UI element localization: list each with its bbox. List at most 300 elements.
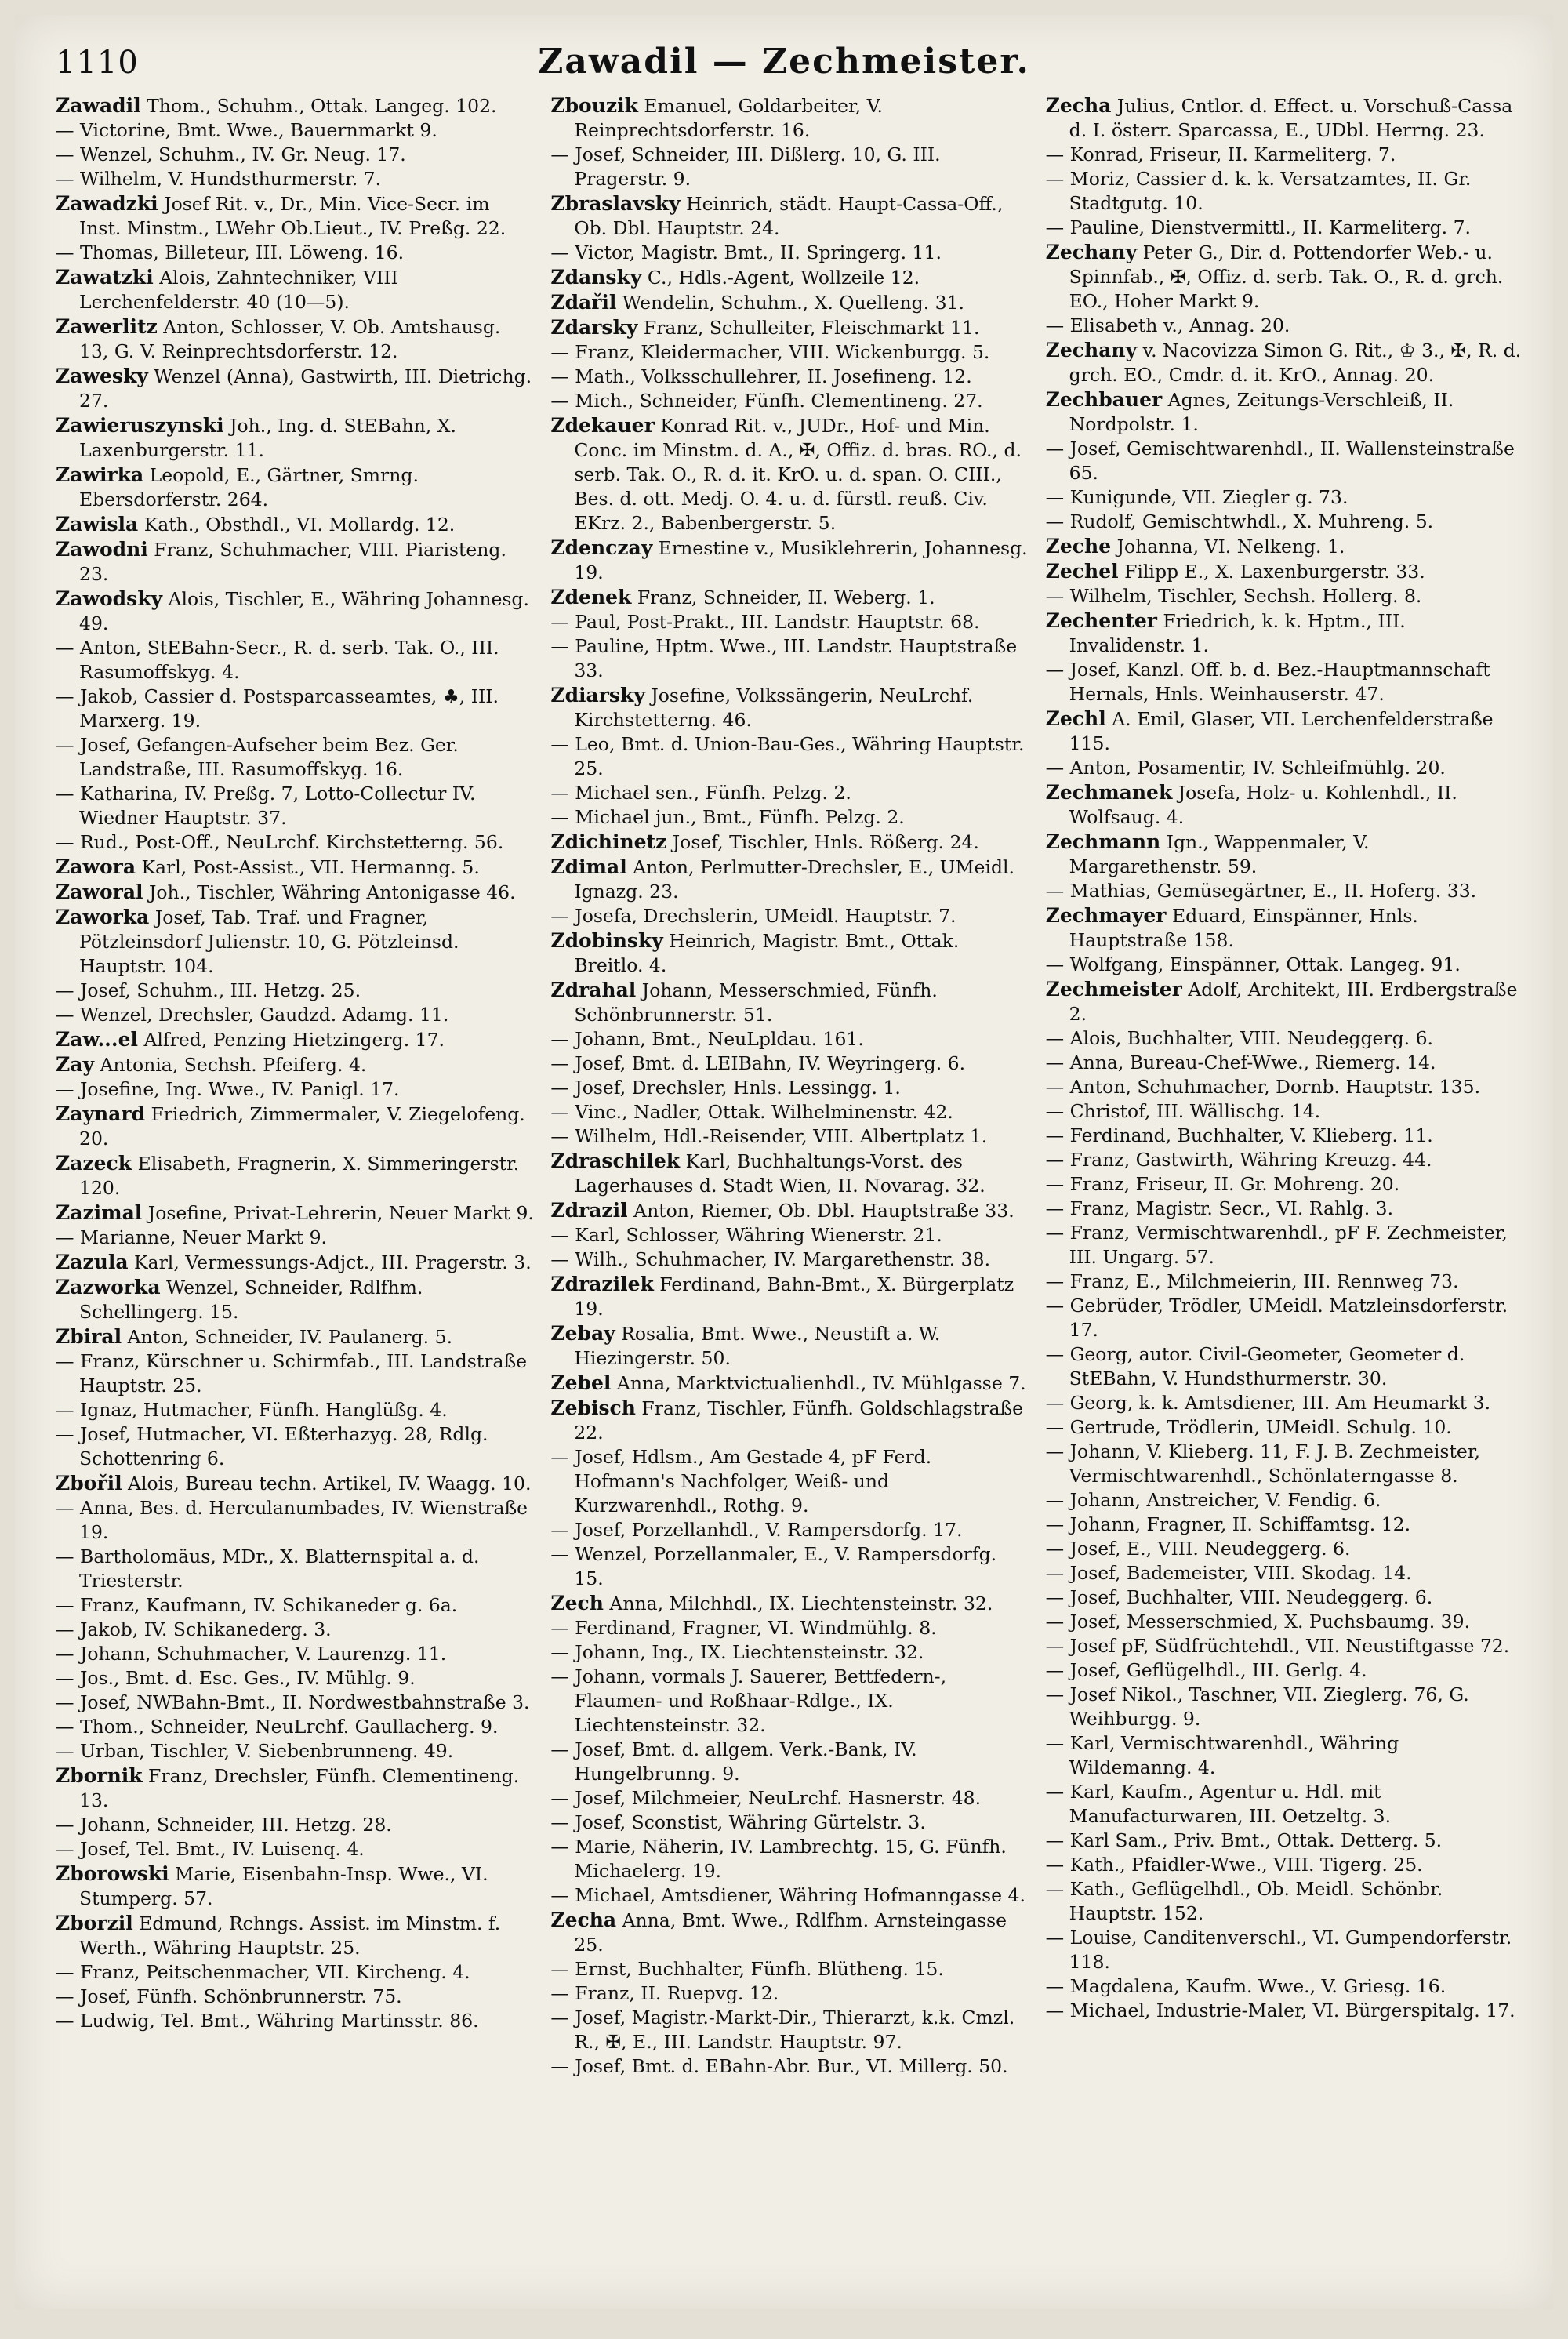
entry-surname: Zdiarsky [550,684,645,706]
entry-details: — Anton, Posamentir, IV. Schleifmühlg. 20. [1045,757,1446,779]
directory-entry [550,93,1029,143]
directory-column-1 [56,93,535,2289]
directory-entry [550,978,1029,1027]
directory-entry [56,241,535,265]
directory-entry [56,1739,535,1763]
directory-entry [56,1250,535,1275]
entry-details: — Johann, Bmt., NeuLpldau. 161. [550,1028,864,1050]
entry-details: Anna, Bmt. Wwe., Rdlfhm. Arnsteingasse 25. [574,1909,1007,1956]
directory-entry [56,2009,535,2033]
entry-details: Franz, Schulleiter, Fleischmarkt 11. [637,317,980,339]
directory-entry [1046,1537,1525,1561]
directory-entry [56,364,535,413]
entry-details: Rosalia, Bmt. Wwe., Neustift a. W. Hiezingerstr. 50. [574,1323,941,1369]
entry-details: Wenzel, Schneider, Rdlfhm. Schellingerg. 15. [79,1277,423,1323]
entry-details: Adolf, Architekt, III. Erdbergstraße 2. [1069,979,1518,1025]
entry-details: Heinrich, städt. Haupt-Cassa-Off., Ob. Dbl. Hauptstr. 24. [574,193,1004,239]
entry-details: — Alois, Buchhalter, VIII. Neudeggerg. 6. [1045,1027,1434,1049]
entry-surname: Zbiral [56,1325,122,1348]
directory-entry [56,685,535,733]
entry-details: — Georg, autor. Civil-Geometer, Geometer d. StEBahn, V. Hundsthurmerstr. 30. [1045,1343,1465,1389]
directory-entry [1046,338,1525,387]
entry-details: — Josef, Porzellanhdl., V. Rampersdorfg. 17. [550,1519,963,1541]
directory-entry [1046,1026,1525,1051]
directory-entry [550,1616,1029,1640]
entry-details: v. Nacovizza Simon G. Rit., ♔ 3., ✠, R. d. grch. EO., Cmdr. d. it. KrO., Annag. 20. [1069,340,1522,386]
entry-details: — Wilhelm, V. Hundsthurmerstr. 7. [56,168,382,190]
entry-details: — Josef, Messerschmied, X. Puchsbaumg. 39. [1045,1611,1471,1633]
entry-details: Filipp E., X. Laxenburgerstr. 33. [1118,561,1425,583]
directory-entry [56,1960,535,1985]
entry-details: — Rudolf, Gemischtwhdl., X. Muhreng. 5. [1045,510,1434,532]
directory-entry [56,1763,535,1813]
entry-details: — Ferdinand, Buchhalter, V. Klieberg. 11. [1045,1124,1433,1146]
directory-entry [56,1911,535,1960]
entry-details: — Karl, Vermischtwarenhdl., Währing Wildemanng. 4. [1045,1732,1399,1778]
directory-entry [1046,1391,1525,1415]
entry-details: — Johann, Schuhmacher, V. Laurenzg. 11. [56,1643,447,1665]
directory-entry [1046,167,1525,216]
directory-entry [1046,1294,1525,1342]
directory-entry [1046,1829,1525,1853]
directory-entry [1046,953,1525,977]
entry-surname: Zazimal [56,1201,143,1224]
directory-entry [550,1248,1029,1272]
entry-surname: Zawodni [56,538,148,561]
entry-surname: Zechel [1045,560,1119,583]
directory-entry [550,1908,1029,1957]
entry-details: — Victorine, Bmt. Wwe., Bauernmarkt 9. [56,119,437,141]
entry-details: — Josef, Hdlsm., Am Gestade 4, pF Ferd. Hofmann's Nachfolger, Weiß- und Kurzwarenhdl., Rothg. 9. [550,1446,932,1516]
entry-details: — Victor, Magistr. Bmt., II. Springerg. 11. [550,242,942,263]
entry-surname: Zawesky [56,365,148,387]
entry-details: — Anna, Bureau-Chef-Wwe., Riemerg. 14. [1045,1051,1436,1073]
entry-surname: Zazula [56,1251,129,1273]
entry-surname: Zawadzki [56,192,158,215]
entry-details: — Thomas, Billeteur, III. Löweng. 16. [56,242,405,263]
directory-entry [1046,216,1525,240]
entry-details: Leopold, E., Gärtner, Smrng. Ebersdorferstr. 264. [79,464,419,510]
directory-entry [56,1102,535,1151]
directory-entry [1046,1877,1525,1926]
entry-details: — Josef, E., VIII. Neudeggerg. 6. [1045,1538,1351,1560]
entry-surname: Zaworka [56,906,150,928]
entry-details: Anton, Riemer, Ob. Dbl. Hauptstraße 33. [627,1200,1014,1222]
entry-details: Anton, Perlmutter-Drechsler, E., UMeidl. Ignazg. 23. [574,856,1014,903]
entry-surname: Zbouzik [550,94,638,117]
directory-entry [1046,1197,1525,1221]
entry-details: Josef Rit. v., Dr., Min. Vice-Secr. im Inst. Minstm., LWehr Ob.Lieut., IV. Preßg. 22. [79,193,506,239]
entry-surname: Zaynard [56,1102,146,1125]
entry-details: — Josef Nikol., Taschner, VII. Zieglerg. 76, G. Weihburgg. 9. [1045,1683,1469,1730]
entry-details: — Karl, Kaufm., Agentur u. Hdl. mit Manufacturwaren, III. Oetzeltg. 3. [1045,1781,1392,1827]
entry-details: — Mathias, Gemüsegärtner, E., II. Hoferg. 33. [1045,880,1477,902]
entry-details: Alfred, Penzing Hietzingerg. 17. [137,1029,445,1051]
directory-entry [1046,1853,1525,1877]
directory-entry [56,191,535,241]
directory-entry [550,1371,1029,1396]
entry-details: Edmund, Rchngs. Assist. im Minstm. f. Werth., Währing Hauptstr. 25. [79,1912,501,1959]
entry-details: — Pauline, Dienstvermittl., II. Karmeliterg. 7. [1045,216,1471,238]
entry-details: Alois, Bureau techn. Artikel, IV. Waagg. 10. [122,1473,532,1495]
entry-details: Alois, Zahntechniker, VIII Lerchenfelderstr. 40 (10—5). [79,267,398,313]
directory-entry [550,2054,1029,2079]
entry-surname: Zawodsky [56,587,163,610]
entry-details: — Jos., Bmt. d. Esc. Ges., IV. Mühlg. 9. [56,1667,416,1689]
directory-page [15,15,1553,2309]
entry-surname: Zdekauer [550,414,655,437]
directory-entry [550,1100,1029,1124]
entry-details: — Josef, Bmt. d. EBahn-Abr. Bur., VI. Millerg. 50. [550,2055,1008,2077]
entry-details: — Franz, Peitschenmacher, VII. Kircheng. 4. [56,1961,470,1983]
entry-details: — Anna, Bes. d. Herculanumbades, IV. Wienstraße 19. [56,1497,528,1543]
entry-details: — Kunigunde, VII. Ziegler g. 73. [1045,486,1348,508]
entry-details: — Anton, Schuhmacher, Dornb. Hauptstr. 135. [1045,1076,1481,1098]
directory-entry [550,2006,1029,2054]
entry-details: — Wilh., Schuhmacher, IV. Margarethenstr. 38. [550,1248,991,1270]
entry-details: — Josef, Sconstist, Währing Gürtelstr. 3. [550,1811,926,1833]
entry-details: — Wolfgang, Einspänner, Ottak. Langeg. 91. [1045,953,1461,975]
directory-entry [1046,314,1525,338]
entry-details: Josefa, Holz- u. Kohlenhdl., II. Wolfsaug. 4. [1069,782,1457,828]
entry-details: — Josef, Drechsler, Hnls. Lessingg. 1. [550,1077,901,1099]
directory-entry [550,1445,1029,1518]
entry-details: Thom., Schuhm., Ottak. Langeg. 102. [140,95,497,117]
entry-details: — Franz, Kaufmann, IV. Schikaneder g. 6a. [56,1594,458,1616]
directory-entry [550,241,1029,265]
entry-surname: Zaworal [56,881,143,903]
directory-entry [56,265,535,314]
entry-details: — Wenzel, Drechsler, Gaudzd. Adamg. 11. [56,1004,449,1026]
entry-details: — Johann, V. Klieberg. 11, F. J. B. Zechmeister, Vermischtwarenhdl., Schönlaterngasse 8. [1045,1440,1480,1487]
entry-details: Karl, Vermessungs-Adjct., III. Pragerstr. 3. [128,1251,532,1273]
entry-details: — Josef, Schuhm., III. Hetzg. 25. [56,979,361,1001]
entry-surname: Zechmeister [1045,978,1182,1001]
entry-details: — Jakob, IV. Schikanederg. 3. [56,1618,332,1640]
entry-details: — Johann, Anstreicher, V. Fendig. 6. [1045,1489,1381,1511]
directory-entry [56,1422,535,1471]
entry-surname: Zawatzki [56,266,154,289]
entry-details: — Wilhelm, Hdl.-Reisender, VIII. Albertplatz 1. [550,1125,988,1147]
directory-entry [56,167,535,191]
entry-details: Franz, Tischler, Fünfh. Goldschlagstraße 22. [574,1397,1024,1444]
running-title: Zawadil — Zechmeister. [538,42,1030,82]
directory-entry [550,732,1029,781]
entry-details: — Josef, Magistr.-Markt-Dir., Thierarzt, k.k. Cmzl. R., ✠, E., III. Landstr. Hauptstr. 97. [550,2007,1015,2053]
directory-entry [1046,1075,1525,1099]
directory-entry [550,1198,1029,1223]
entry-surname: Zay [56,1053,94,1076]
directory-entry [1046,1415,1525,1440]
directory-entry [56,1052,535,1077]
entry-details: Franz, Drechsler, Fünfh. Clementineng. 13. [79,1765,520,1811]
entry-details: — Marianne, Neuer Markt 9. [56,1226,328,1248]
directory-entry [56,1275,535,1324]
directory-entry [1046,1221,1525,1269]
entry-details: — Josef pF, Südfrüchtehdl., VII. Neustiftgasse 72. [1045,1635,1510,1657]
directory-entry [56,1861,535,1911]
entry-details: — Josef, Buchhalter, VIII. Neudeggerg. 6. [1045,1586,1433,1608]
directory-entry [56,537,535,587]
directory-entry [56,880,535,905]
entry-details: — Rud., Post-Off., NeuLrchf. Kirchstetterng. 56. [56,831,504,853]
directory-entry [56,463,535,512]
directory-entry [56,1471,535,1496]
entry-details: Friedrich, Zimmermaler, V. Ziegelofeng. 20. [79,1103,525,1150]
directory-entry [1046,143,1525,167]
entry-details: — Franz, Vermischtwarenhdl., pF F. Zechmeister, III. Ungarg. 57. [1045,1222,1508,1268]
directory-entry [56,1077,535,1102]
entry-details: Ernestine v., Musiklehrerin, Johannesg. 19. [574,537,1028,583]
entry-details: Franz, Schuhmacher, VIII. Piaristeng. 23. [79,539,506,585]
directory-entry [56,143,535,167]
directory-entry [1046,1269,1525,1294]
directory-entry [56,1398,535,1422]
directory-entry [550,191,1029,241]
entry-surname: Zechl [1045,707,1106,730]
entry-details: — Ludwig, Tel. Bmt., Währing Martinsstr. 86. [56,2010,479,2032]
entry-details: Joh., Tischler, Währing Antonigasse 46. [143,881,516,903]
entry-details: — Bartholomäus, MDr., X. Blatternspital a. d. Triesterstr. [56,1545,480,1592]
directory-entry [56,905,535,979]
directory-entry [550,315,1029,340]
directory-entry [56,1642,535,1666]
entry-surname: Zdenczay [550,536,653,559]
entry-surname: Zdraschilek [550,1150,681,1172]
directory-entry [1046,1488,1525,1513]
directory-entry [56,1349,535,1398]
entry-details: Josef, Tischler, Hnls. Rößerg. 24. [666,831,979,853]
directory-entry [56,512,535,537]
entry-details: Josef, Tab. Traf. und Fragner, Pötzleinsdorf Julienstr. 10, G. Pötzleinsd. Hauptstr. 104. [79,906,459,977]
directory-entry [56,830,535,855]
directory-entry [550,1981,1029,2006]
directory-entry [1046,584,1525,608]
directory-entry [550,1835,1029,1883]
directory-entry [1046,1148,1525,1172]
entry-details: — Josef, Gefangen-Aufseher beim Bez. Ger. Landstraße, III. Rasumoffskyg. 16. [56,734,459,780]
entry-details: — Josef, Schneider, III. Dißlerg. 10, G. III. Pragerstr. 9. [550,143,941,190]
entry-details: — Josef, Kanzl. Off. b. d. Bez.-Hauptmannschaft Hernals, Hnls. Weinhauserstr. 47. [1045,659,1490,705]
directory-entry [550,389,1029,413]
directory-entry [1046,510,1525,534]
entry-details: — Josef, Fünfh. Schönbrunnerstr. 75. [56,1985,402,2007]
directory-entry [56,1715,535,1739]
directory-entry [56,1027,535,1052]
directory-entry [56,1666,535,1691]
directory-entry [550,265,1029,290]
entry-surname: Zdarsky [550,316,638,339]
directory-entry [550,1124,1029,1149]
directory-entry [1046,1561,1525,1585]
entry-details: — Josef, NWBahn-Bmt., II. Nordwestbahnstraße 3. [56,1691,530,1713]
directory-entry [550,365,1029,389]
directory-entry [56,587,535,636]
directory-entry [1046,1585,1525,1610]
directory-entry [1046,1634,1525,1658]
entry-surname: Zdichinetz [550,830,667,853]
directory-entry [1046,1513,1525,1537]
entry-surname: Zbornik [56,1764,143,1787]
page-number: 1110 [56,45,139,81]
entry-details: — Michael jun., Bmt., Fünfh. Pelzg. 2. [550,806,905,828]
entry-details: — Jakob, Cassier d. Postsparcasseamtes, ♣, III. Marxerg. 19. [56,685,499,732]
entry-details: A. Emil, Glaser, VII. Lerchenfelderstraße 115. [1069,708,1494,754]
directory-entry [550,143,1029,191]
directory-entry [56,1496,535,1545]
entry-details: Antonia, Sechsh. Pfeiferg. 4. [93,1054,367,1076]
entry-details: — Franz, Friseur, II. Gr. Mohreng. 20. [1045,1173,1400,1195]
entry-details: Johanna, VI. Nelkeng. 1. [1111,536,1345,558]
entry-surname: Zdrahal [550,979,637,1001]
entry-surname: Zebisch [550,1396,636,1419]
directory-entry [550,340,1029,365]
directory-entry [1046,1999,1525,2023]
entry-details: Agnes, Zeitungs-Verschleiß, II. Nordpolstr. 1. [1069,389,1454,435]
entry-details: — Ernst, Buchhalter, Fünfh. Blütheng. 15. [550,1958,944,1980]
directory-entry [550,1738,1029,1786]
directory-entry [550,1076,1029,1100]
directory-entry [1046,706,1525,756]
directory-entry [56,733,535,782]
directory-entry [550,904,1029,928]
directory-entry [550,830,1029,855]
directory-entry [550,1051,1029,1076]
directory-entry [550,1223,1029,1248]
entry-details: — Franz, Gastwirth, Währing Kreuzg. 44. [1045,1149,1432,1171]
directory-entry [550,1665,1029,1738]
directory-entry [1046,437,1525,485]
directory-entry [56,1226,535,1250]
directory-entry [550,1518,1029,1542]
entry-details: Anton, Schlosser, V. Ob. Amtshausg. 13, G. V. Reinprechtsdorferstr. 12. [79,316,501,362]
entry-details: — Ignaz, Hutmacher, Fünfh. Hanglüßg. 4. [56,1399,448,1421]
directory-entry [550,855,1029,904]
entry-surname: Zechmanek [1045,781,1173,804]
entry-details: — Mich., Schneider, Fünfh. Clementineng. 27. [550,390,983,412]
entry-surname: Zawisla [56,513,139,536]
entry-details: — Wilhelm, Tischler, Sechsh. Hollerg. 8. [1045,585,1422,607]
directory-entry [550,290,1029,315]
entry-details: Anna, Milchhdl., IX. Liechtensteinstr. 32. [603,1593,993,1614]
entry-details: — Louise, Canditenverschl., VI. Gumpendorferstr. 118. [1045,1927,1512,1973]
entry-details: — Ferdinand, Fragner, VI. Windmühlg. 8. [550,1617,937,1639]
directory-entry [550,781,1029,805]
entry-details: Julius, Cntlor. d. Effect. u. Vorschuß-Cassa d. I. österr. Sparcassa, E., UDbl. Herrng. 23. [1069,95,1513,141]
entry-surname: Zechmann [1045,830,1161,853]
entry-details: — Karl, Schlosser, Währing Wienerstr. 21. [550,1224,942,1246]
entry-details: — Gebrüder, Trödler, UMeidl. Matzleinsdorferstr. 17. [1045,1295,1508,1341]
entry-details: Kath., Obsthdl., VI. Mollardg. 12. [138,514,456,536]
directory-entry [550,1957,1029,1981]
entry-details: — Math., Volksschullehrer, II. Josefineng. 12. [550,365,972,387]
directory-entry [1046,1780,1525,1829]
directory-column-3 [1046,93,1525,2289]
directory-entry [1046,1440,1525,1488]
entry-details: Konrad Rit. v., JUDr., Hof- und Min. Conc. im Minstm. d. A., ✠, Offiz. d. bras. RO., d. serb. Tak. O., R. d. it. KrO. u. d. span. O. CIII., Bes. d. ott. Medj. O. 4. u. d. fürstl. reuß. Civ. EKrz. 2., Babenbergerstr. 5. [574,415,1022,534]
entry-details: Ferdinand, Bahn-Bmt., X. Bürgerplatz 19. [574,1273,1014,1320]
entry-details: — Michael, Amtsdiener, Währing Hofmanngasse 4. [550,1884,1025,1906]
entry-details: — Josef, Gemischtwarenhdl., II. Wallensteinstraße 65. [1045,438,1515,484]
entry-details: — Georg, k. k. Amtsdiener, III. Am Heumarkt 3. [1045,1392,1491,1414]
directory-entry [56,118,535,143]
entry-surname: Zechbauer [1045,388,1163,411]
entry-surname: Zechany [1045,241,1138,263]
entry-details: — Leo, Bmt. d. Union-Bau-Ges., Währing Hauptstr. 25. [550,733,1025,779]
entry-surname: Zawieruszynski [56,414,224,437]
entry-details: Anna, Marktvictualienhdl., IV. Mühlgasse 7. [611,1372,1026,1394]
entry-details: Johann, Messerschmied, Fünfh. Schönbrunnerstr. 51. [574,979,938,1026]
entry-details: — Moriz, Cassier d. k. k. Versatzamtes, II. Gr. Stadtgutg. 10. [1045,168,1472,214]
directory-entry [1046,658,1525,706]
entry-details: Anton, Schneider, IV. Paulanerg. 5. [122,1326,453,1348]
entry-details: — Franz, Magistr. Secr., VI. Rahlg. 3. [1045,1197,1394,1219]
directory-entry [1046,534,1525,559]
directory-entry [56,1593,535,1618]
entry-details: — Josef, Bmt. d. LEIBahn, IV. Weyringerg. 6. [550,1052,966,1074]
directory-entry [56,979,535,1003]
entry-details: — Johann, Ing., IX. Liechtensteinstr. 32. [550,1641,924,1663]
entry-surname: Zdrazilek [550,1273,654,1295]
directory-entry [1046,780,1525,830]
entry-details: — Johann, Fragner, II. Schiffamtsg. 12. [1045,1513,1411,1535]
entry-details: — Franz, Kleidermacher, VIII. Wickenburgg. 5. [550,341,990,363]
directory-entry [1046,1099,1525,1124]
entry-details: — Johann, vormals J. Sauerer, Bettfedern-, Flaumen- und Roßhaar-Rdlge., IX. Liechtensteinstr. 32. [550,1665,947,1736]
directory-entry [550,1027,1029,1051]
directory-entry [1046,1172,1525,1197]
directory-entry [1046,387,1525,437]
entry-surname: Zawerlitz [56,315,158,338]
entry-details: Marie, Eisenbahn-Insp. Wwe., VI. Stumperg. 57. [79,1863,488,1909]
page-header [56,38,1512,89]
directory-entry [1046,977,1525,1026]
directory-entry [56,1813,535,1837]
directory-entry [1046,1683,1525,1731]
directory-entry [56,413,535,463]
entry-details: Joh., Ing. d. StEBahn, X. Laxenburgerstr. 11. [79,415,456,461]
directory-entry [550,1321,1029,1371]
directory-entry [56,1618,535,1642]
entry-details: C., Hdls.-Agent, Wollzeile 12. [641,267,920,289]
directory-entry [1046,903,1525,953]
entry-surname: Zazeck [56,1152,132,1175]
entry-surname: Zaw...el [56,1028,138,1051]
directory-entry [1046,1974,1525,1999]
entry-details: — Wenzel, Schuhm., IV. Gr. Neug. 17. [56,143,406,165]
entry-details: — Urban, Tischler, V. Siebenbrunneng. 49. [56,1740,454,1762]
directory-entry [1046,240,1525,314]
entry-details: — Michael sen., Fünfh. Pelzg. 2. [550,782,851,804]
entry-surname: Zechmayer [1045,904,1167,927]
entry-details: Ign., Wappenmaler, V. Margarethenstr. 59. [1069,831,1370,877]
directory-entry [56,636,535,685]
directory-entry [550,1272,1029,1321]
directory-entry [550,805,1029,830]
entry-details: Friedrich, k. k. Hptm., III. Invalidenstr. 1. [1069,610,1406,656]
entry-surname: Zebay [550,1322,615,1345]
entry-details: — Franz, Kürschner u. Schirmfab., III. Landstraße Hauptstr. 25. [56,1350,528,1396]
directory-column-2 [550,93,1029,2289]
entry-details: — Franz, E., Milchmeierin, III. Rennweg 73. [1045,1270,1459,1292]
directory-entry [1046,485,1525,510]
entry-surname: Zborzil [56,1912,133,1934]
entry-surname: Zecha [1045,94,1112,117]
entry-details: — Josefa, Drechslerin, UMeidl. Hauptstr. 7. [550,905,956,927]
entry-surname: Zdimal [550,855,627,878]
entry-surname: Zbraslavsky [550,192,681,215]
directory-entry [56,1003,535,1027]
